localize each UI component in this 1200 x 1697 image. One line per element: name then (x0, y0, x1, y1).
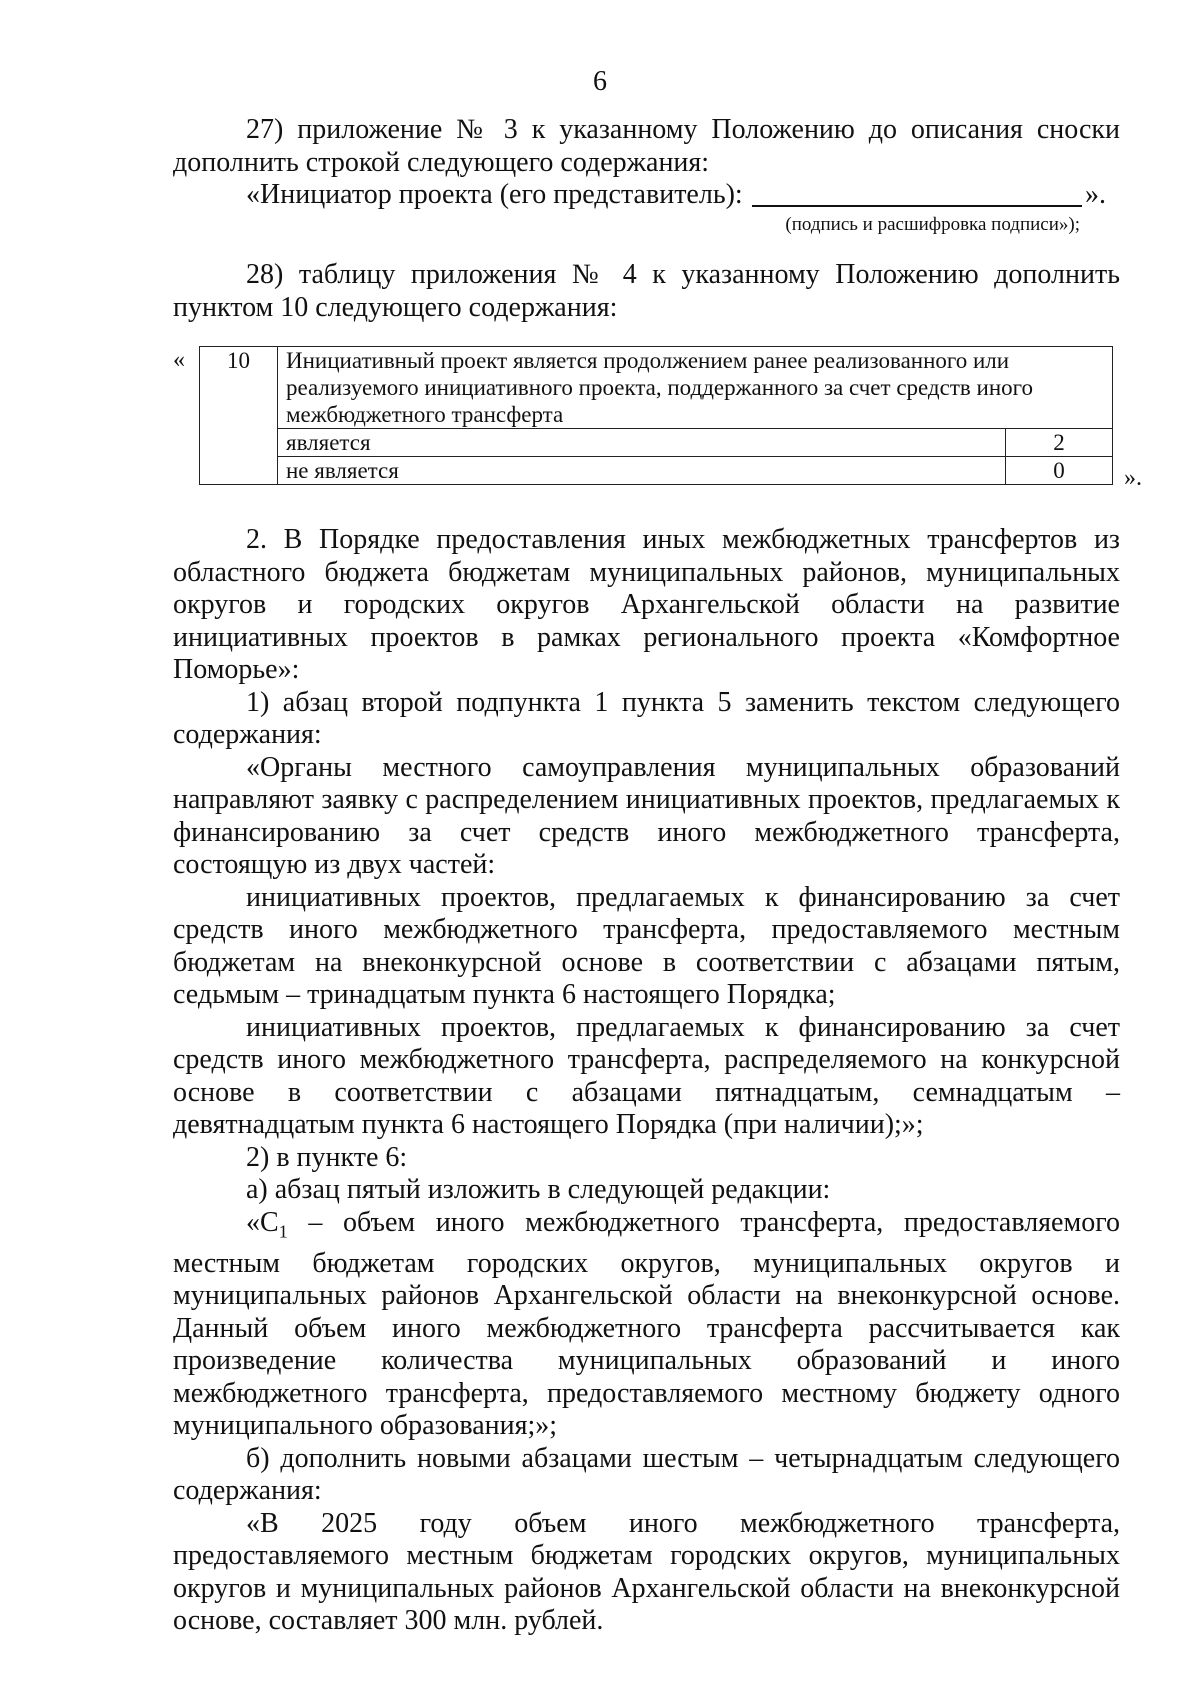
table-row (200, 457, 1113, 485)
paragraph: а) абзац пятый изложить в следующей редакции: (246, 1174, 831, 1205)
paragraph: б) дополнить новыми абзацами шестым – четырнадцатым следующего содержания: (173, 1442, 1120, 1507)
paragraph: инициативных проектов, предлагаемых к финансированию за счет средств иного межбюджетного трансферта, предоставляемого местным бюджетам на внеконкурсной основе в соответствии с абзацами пятым, седьмым – тринадцатым пункта 6 настоящего Порядка; (173, 881, 1120, 1010)
paragraph: 2) в пункте 6: (246, 1141, 408, 1173)
criteria-table (199, 346, 1113, 485)
paragraph-28: 28) таблицу приложения № 4 к указанному Положению дополнить пунктом 10 следующего содержания: (173, 259, 1120, 323)
c1-subscript: 1 (278, 1221, 288, 1242)
table-row (200, 429, 1113, 457)
paragraph: «Органы местного самоуправления муниципальных образований направляют заявку с распределением инициативных проектов, предлагаемых к финансированию за счет средств иного межбюджетного трансферта, состоящую из двух частей: (173, 751, 1120, 880)
c1-open: «С (246, 1206, 279, 1238)
option-label: не является (278, 457, 1006, 485)
document-body (173, 114, 1142, 1638)
option-score: 0 (1006, 457, 1113, 485)
section-2 (173, 524, 1120, 1638)
table-close-quote: ». (1124, 465, 1142, 491)
paragraph: инициативных проектов, предлагаемых к финансированию за счет средств иного межбюджетного трансферта, распределяемого на конкурсной основе в соответствии с абзацами пятнадцатым, семнадцатым – девятнадцатым пункта 6 настоящего Порядка (при наличии);»; (173, 1011, 1120, 1140)
signature-caption: (подпись и расшифровка подписи»); (785, 214, 1080, 235)
criterion-text: Инициативный проект является продолжением ранее реализованного или реализуемого инициативного проекта, поддержанного за счет средств иного межбюджетного трансферта (278, 347, 1113, 429)
paragraph-27: 27) приложение № 3 к указанному Положению до описания сноски дополнить строкой следующего содержания: (173, 114, 1120, 178)
table-open-quote: « (173, 347, 185, 373)
signature-closing-quote: ». (1085, 179, 1106, 210)
signature-label: «Инициатор проекта (его представитель): (246, 179, 743, 210)
option-score: 2 (1006, 429, 1113, 457)
criterion-number: 10 (200, 347, 278, 485)
paragraph: 2. В Порядке предоставления иных межбюджетных трансфертов из областного бюджета бюджетам муниципальных районов, муниципальных округов и городских округов Архангельской области на развитие инициативных проектов в рамках регионального проекта «Комфортное Поморье»: (173, 524, 1120, 685)
signature-line (173, 179, 1120, 211)
table-row (200, 347, 1113, 429)
c1-text: – объем иного межбюджетного трансферта, предоставляемого местным бюджетам городских округов, муниципальных округов и муниципальных районов Архангельской области на внеконкурсной основе. Данный объем иного межбюджетного трансферта рассчитывается как произведение количества муниципальных образований и иного межбюджетного трансферта, предоставляемого местному бюджету одного муниципального образования;»; (173, 1206, 1120, 1442)
criteria-table-block (173, 346, 1142, 496)
paragraph: 1) абзац второй подпункта 1 пункта 5 заменить текстом следующего содержания: (173, 686, 1120, 750)
page-number: 6 (593, 66, 607, 97)
paragraph-c1 (173, 1207, 1120, 1443)
option-label: является (278, 429, 1006, 457)
signature-blank-line (752, 205, 1082, 207)
paragraph: «В 2025 году объем иного межбюджетного трансферта, предоставляемого местным бюджетам городских округов, муниципальных округов и муниципальных районов Архангельской области на внеконкурсной основе, составляет 300 млн. рублей. (173, 1507, 1120, 1637)
